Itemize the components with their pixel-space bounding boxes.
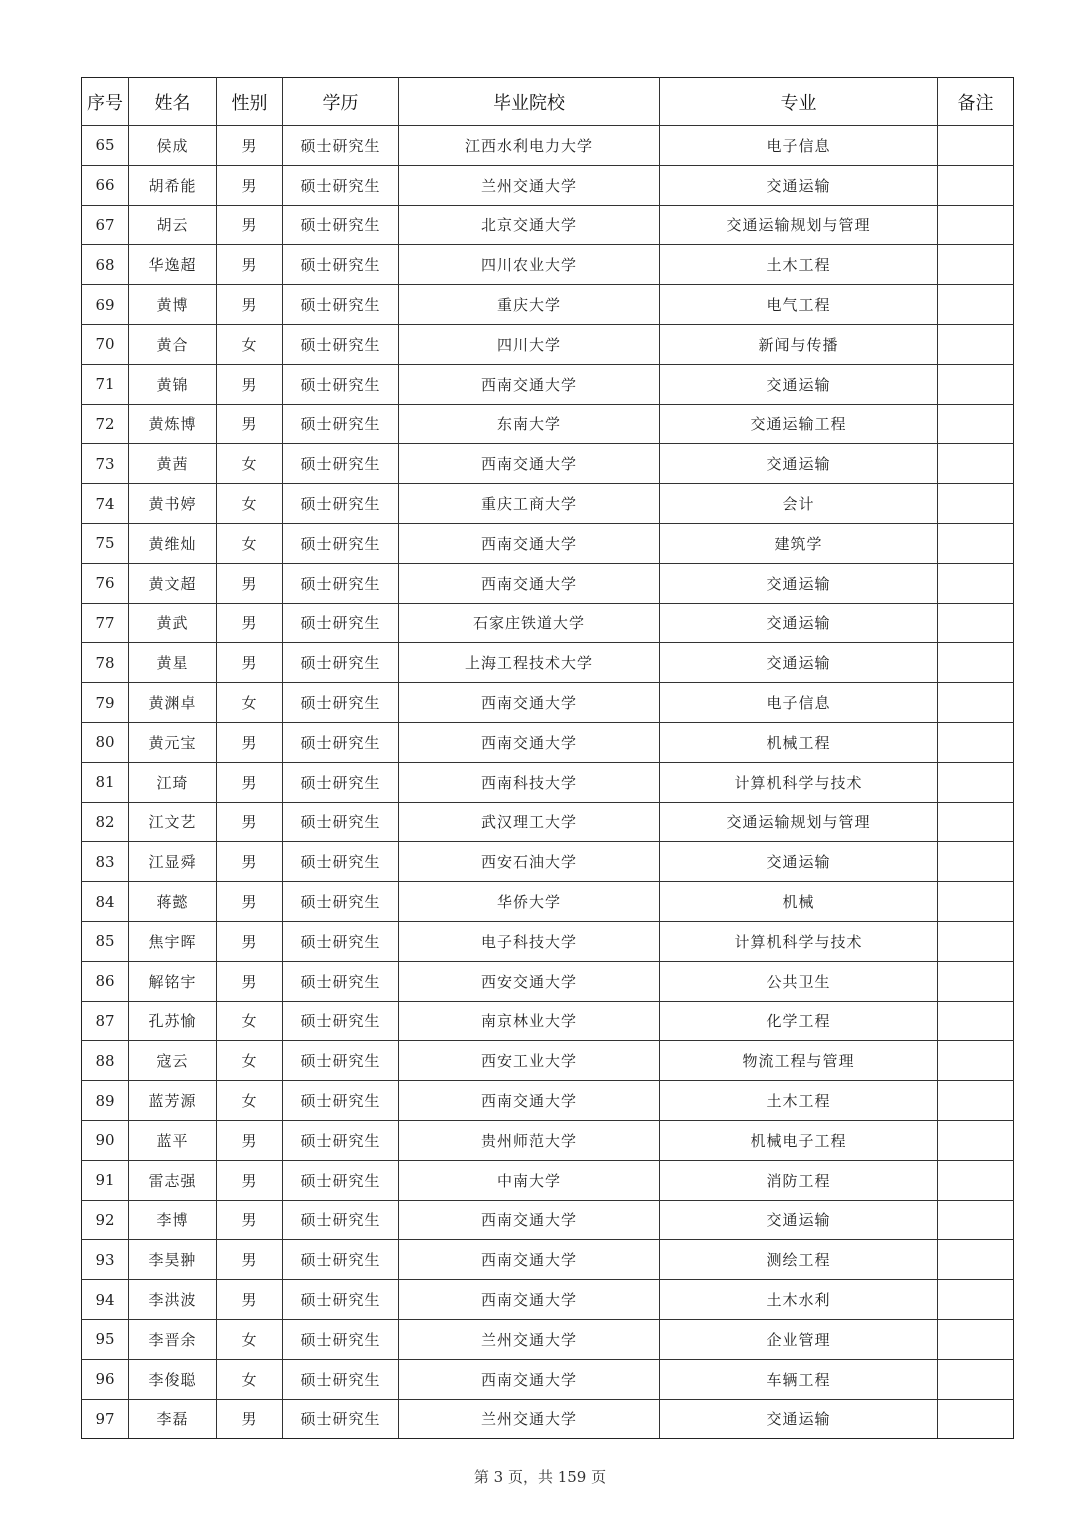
cell-school: 上海工程技术大学 [399, 643, 660, 683]
cell-index: 88 [82, 1041, 129, 1081]
cell-gender: 女 [217, 1081, 283, 1121]
header-gender: 性别 [217, 78, 283, 126]
cell-remark [938, 1399, 1014, 1439]
cell-name: 黄书婷 [129, 484, 217, 524]
cell-remark [938, 285, 1014, 325]
cell-name: 蓝芳源 [129, 1081, 217, 1121]
cell-major: 交通运输 [660, 1200, 938, 1240]
cell-remark [938, 404, 1014, 444]
cell-name: 侯成 [129, 126, 217, 166]
table-row [82, 762, 1014, 802]
table-row [82, 1280, 1014, 1320]
table-row [82, 1319, 1014, 1359]
cell-remark [938, 205, 1014, 245]
cell-index: 89 [82, 1081, 129, 1121]
cell-index: 77 [82, 603, 129, 643]
table-row [82, 523, 1014, 563]
cell-name: 江文艺 [129, 802, 217, 842]
cell-name: 黄文超 [129, 563, 217, 603]
table-row [82, 683, 1014, 723]
cell-index: 95 [82, 1319, 129, 1359]
cell-index: 85 [82, 921, 129, 961]
cell-index: 75 [82, 523, 129, 563]
cell-school: 重庆工商大学 [399, 484, 660, 524]
cell-name: 黄维灿 [129, 523, 217, 563]
table-row [82, 1120, 1014, 1160]
cell-index: 76 [82, 563, 129, 603]
cell-gender: 男 [217, 165, 283, 205]
table-row [82, 643, 1014, 683]
cell-index: 78 [82, 643, 129, 683]
cell-school: 四川农业大学 [399, 245, 660, 285]
cell-degree: 硕士研究生 [283, 683, 399, 723]
cell-remark [938, 643, 1014, 683]
cell-major: 交通运输 [660, 165, 938, 205]
cell-degree: 硕士研究生 [283, 484, 399, 524]
cell-school: 南京林业大学 [399, 1001, 660, 1041]
table-row [82, 882, 1014, 922]
cell-school: 西南交通大学 [399, 1200, 660, 1240]
cell-major: 土木工程 [660, 245, 938, 285]
cell-index: 80 [82, 722, 129, 762]
cell-degree: 硕士研究生 [283, 1001, 399, 1041]
cell-remark [938, 484, 1014, 524]
cell-remark [938, 1200, 1014, 1240]
cell-degree: 硕士研究生 [283, 961, 399, 1001]
cell-index: 84 [82, 882, 129, 922]
cell-school: 西安石油大学 [399, 842, 660, 882]
cell-major: 电子信息 [660, 126, 938, 166]
table-row [82, 921, 1014, 961]
cell-gender: 男 [217, 245, 283, 285]
cell-index: 86 [82, 961, 129, 1001]
cell-degree: 硕士研究生 [283, 165, 399, 205]
cell-gender: 男 [217, 126, 283, 166]
cell-index: 93 [82, 1240, 129, 1280]
table-row [82, 563, 1014, 603]
cell-major: 物流工程与管理 [660, 1041, 938, 1081]
cell-degree: 硕士研究生 [283, 603, 399, 643]
cell-gender: 女 [217, 1001, 283, 1041]
cell-degree: 硕士研究生 [283, 1240, 399, 1280]
cell-major: 公共卫生 [660, 961, 938, 1001]
cell-degree: 硕士研究生 [283, 1041, 399, 1081]
cell-gender: 男 [217, 563, 283, 603]
header-index: 序号 [82, 78, 129, 126]
cell-name: 李昊翀 [129, 1240, 217, 1280]
cell-remark [938, 523, 1014, 563]
cell-index: 83 [82, 842, 129, 882]
cell-index: 71 [82, 364, 129, 404]
cell-school: 西南交通大学 [399, 683, 660, 723]
cell-remark [938, 165, 1014, 205]
cell-remark [938, 1081, 1014, 1121]
cell-gender: 女 [217, 1041, 283, 1081]
table-row [82, 1240, 1014, 1280]
cell-degree: 硕士研究生 [283, 444, 399, 484]
cell-index: 82 [82, 802, 129, 842]
cell-gender: 男 [217, 1200, 283, 1240]
cell-index: 87 [82, 1001, 129, 1041]
cell-gender: 女 [217, 1319, 283, 1359]
table-row [82, 603, 1014, 643]
cell-remark [938, 1160, 1014, 1200]
table-row [82, 484, 1014, 524]
cell-degree: 硕士研究生 [283, 1160, 399, 1200]
cell-major: 交通运输 [660, 842, 938, 882]
cell-school: 华侨大学 [399, 882, 660, 922]
cell-major: 计算机科学与技术 [660, 921, 938, 961]
cell-major: 消防工程 [660, 1160, 938, 1200]
cell-index: 92 [82, 1200, 129, 1240]
cell-degree: 硕士研究生 [283, 762, 399, 802]
cell-name: 李洪波 [129, 1280, 217, 1320]
cell-major: 交通运输规划与管理 [660, 802, 938, 842]
table-row [82, 1041, 1014, 1081]
cell-gender: 女 [217, 444, 283, 484]
cell-gender: 男 [217, 1120, 283, 1160]
cell-remark [938, 802, 1014, 842]
cell-index: 66 [82, 165, 129, 205]
cell-school: 兰州交通大学 [399, 1399, 660, 1439]
cell-remark [938, 1319, 1014, 1359]
cell-degree: 硕士研究生 [283, 205, 399, 245]
table-row [82, 245, 1014, 285]
cell-name: 雷志强 [129, 1160, 217, 1200]
cell-school: 武汉理工大学 [399, 802, 660, 842]
cell-remark [938, 762, 1014, 802]
header-name: 姓名 [129, 78, 217, 126]
cell-name: 解铭宇 [129, 961, 217, 1001]
cell-gender: 女 [217, 683, 283, 723]
cell-degree: 硕士研究生 [283, 1399, 399, 1439]
cell-school: 东南大学 [399, 404, 660, 444]
table-row [82, 722, 1014, 762]
cell-gender: 男 [217, 802, 283, 842]
cell-remark [938, 1240, 1014, 1280]
cell-gender: 男 [217, 1399, 283, 1439]
cell-remark [938, 1120, 1014, 1160]
cell-remark [938, 1001, 1014, 1041]
table-row [82, 961, 1014, 1001]
cell-name: 孔苏愉 [129, 1001, 217, 1041]
cell-remark [938, 722, 1014, 762]
cell-index: 94 [82, 1280, 129, 1320]
cell-name: 蒋懿 [129, 882, 217, 922]
cell-name: 胡云 [129, 205, 217, 245]
cell-school: 西南交通大学 [399, 364, 660, 404]
header-school: 毕业院校 [399, 78, 660, 126]
cell-major: 企业管理 [660, 1319, 938, 1359]
cell-major: 机械工程 [660, 722, 938, 762]
cell-gender: 男 [217, 1160, 283, 1200]
table-row [82, 1359, 1014, 1399]
cell-degree: 硕士研究生 [283, 882, 399, 922]
cell-index: 91 [82, 1160, 129, 1200]
cell-major: 机械 [660, 882, 938, 922]
cell-remark [938, 603, 1014, 643]
cell-school: 西南交通大学 [399, 722, 660, 762]
cell-major: 交通运输 [660, 444, 938, 484]
cell-degree: 硕士研究生 [283, 126, 399, 166]
cell-major: 电气工程 [660, 285, 938, 325]
cell-index: 74 [82, 484, 129, 524]
cell-index: 72 [82, 404, 129, 444]
cell-degree: 硕士研究生 [283, 523, 399, 563]
cell-major: 车辆工程 [660, 1359, 938, 1399]
cell-index: 97 [82, 1399, 129, 1439]
cell-name: 李晋余 [129, 1319, 217, 1359]
table-row [82, 1001, 1014, 1041]
cell-index: 65 [82, 126, 129, 166]
cell-degree: 硕士研究生 [283, 1081, 399, 1121]
cell-degree: 硕士研究生 [283, 404, 399, 444]
cell-major: 计算机科学与技术 [660, 762, 938, 802]
cell-remark [938, 961, 1014, 1001]
cell-school: 西南交通大学 [399, 563, 660, 603]
cell-major: 新闻与传播 [660, 324, 938, 364]
cell-major: 土木工程 [660, 1081, 938, 1121]
cell-index: 90 [82, 1120, 129, 1160]
cell-degree: 硕士研究生 [283, 563, 399, 603]
cell-index: 69 [82, 285, 129, 325]
cell-school: 兰州交通大学 [399, 165, 660, 205]
cell-gender: 男 [217, 842, 283, 882]
table-row [82, 165, 1014, 205]
cell-name: 蓝平 [129, 1120, 217, 1160]
cell-degree: 硕士研究生 [283, 842, 399, 882]
table-row [82, 285, 1014, 325]
cell-school: 西南交通大学 [399, 523, 660, 563]
cell-gender: 男 [217, 603, 283, 643]
cell-index: 73 [82, 444, 129, 484]
cell-gender: 男 [217, 364, 283, 404]
cell-school: 重庆大学 [399, 285, 660, 325]
cell-remark [938, 1041, 1014, 1081]
cell-index: 67 [82, 205, 129, 245]
cell-name: 江琦 [129, 762, 217, 802]
table-row [82, 1081, 1014, 1121]
cell-remark [938, 563, 1014, 603]
cell-school: 西安工业大学 [399, 1041, 660, 1081]
cell-school: 西南科技大学 [399, 762, 660, 802]
cell-name: 李博 [129, 1200, 217, 1240]
cell-name: 黄元宝 [129, 722, 217, 762]
table-row [82, 842, 1014, 882]
cell-remark [938, 245, 1014, 285]
cell-remark [938, 842, 1014, 882]
cell-name: 黄星 [129, 643, 217, 683]
cell-name: 黄炼博 [129, 404, 217, 444]
cell-name: 黄武 [129, 603, 217, 643]
cell-school: 西南交通大学 [399, 1081, 660, 1121]
cell-gender: 女 [217, 1359, 283, 1399]
table-row [82, 364, 1014, 404]
cell-gender: 男 [217, 205, 283, 245]
header-major: 专业 [660, 78, 938, 126]
cell-degree: 硕士研究生 [283, 1200, 399, 1240]
cell-major: 交通运输规划与管理 [660, 205, 938, 245]
table-row [82, 205, 1014, 245]
cell-degree: 硕士研究生 [283, 722, 399, 762]
cell-school: 北京交通大学 [399, 205, 660, 245]
cell-gender: 女 [217, 484, 283, 524]
cell-gender: 男 [217, 961, 283, 1001]
cell-name: 黄茜 [129, 444, 217, 484]
cell-degree: 硕士研究生 [283, 324, 399, 364]
cell-name: 黄渊卓 [129, 683, 217, 723]
cell-gender: 男 [217, 285, 283, 325]
cell-degree: 硕士研究生 [283, 1319, 399, 1359]
cell-gender: 男 [217, 404, 283, 444]
cell-degree: 硕士研究生 [283, 921, 399, 961]
cell-major: 交通运输 [660, 1399, 938, 1439]
table-row [82, 324, 1014, 364]
cell-degree: 硕士研究生 [283, 1359, 399, 1399]
cell-name: 胡希能 [129, 165, 217, 205]
cell-index: 79 [82, 683, 129, 723]
cell-remark [938, 126, 1014, 166]
cell-remark [938, 364, 1014, 404]
personnel-table [81, 77, 1014, 1439]
cell-gender: 男 [217, 722, 283, 762]
cell-name: 黄合 [129, 324, 217, 364]
cell-school: 西安交通大学 [399, 961, 660, 1001]
cell-index: 68 [82, 245, 129, 285]
cell-major: 交通运输 [660, 563, 938, 603]
cell-remark [938, 1359, 1014, 1399]
cell-degree: 硕士研究生 [283, 1280, 399, 1320]
cell-school: 电子科技大学 [399, 921, 660, 961]
cell-major: 建筑学 [660, 523, 938, 563]
table-row [82, 444, 1014, 484]
cell-degree: 硕士研究生 [283, 802, 399, 842]
header-remark: 备注 [938, 78, 1014, 126]
cell-school: 兰州交通大学 [399, 1319, 660, 1359]
cell-gender: 女 [217, 523, 283, 563]
cell-remark [938, 444, 1014, 484]
page-number: 第 3 页，共 159 页 [473, 1468, 607, 1486]
cell-gender: 女 [217, 324, 283, 364]
header-degree: 学历 [283, 78, 399, 126]
cell-major: 机械电子工程 [660, 1120, 938, 1160]
cell-degree: 硕士研究生 [283, 364, 399, 404]
cell-school: 西南交通大学 [399, 1359, 660, 1399]
cell-school: 西南交通大学 [399, 444, 660, 484]
cell-school: 中南大学 [399, 1160, 660, 1200]
cell-gender: 男 [217, 1240, 283, 1280]
cell-gender: 男 [217, 1280, 283, 1320]
cell-remark [938, 683, 1014, 723]
table-header-row [82, 78, 1014, 126]
cell-major: 电子信息 [660, 683, 938, 723]
cell-major: 化学工程 [660, 1001, 938, 1041]
cell-major: 测绘工程 [660, 1240, 938, 1280]
cell-gender: 男 [217, 762, 283, 802]
table-row [82, 802, 1014, 842]
cell-school: 江西水利电力大学 [399, 126, 660, 166]
cell-major: 交通运输 [660, 603, 938, 643]
cell-gender: 男 [217, 643, 283, 683]
cell-major: 交通运输 [660, 643, 938, 683]
cell-remark [938, 882, 1014, 922]
cell-degree: 硕士研究生 [283, 1120, 399, 1160]
cell-remark [938, 921, 1014, 961]
table-row [82, 1160, 1014, 1200]
cell-degree: 硕士研究生 [283, 285, 399, 325]
cell-school: 西南交通大学 [399, 1240, 660, 1280]
table-body [82, 126, 1014, 1439]
cell-name: 黄博 [129, 285, 217, 325]
cell-degree: 硕士研究生 [283, 643, 399, 683]
cell-major: 交通运输工程 [660, 404, 938, 444]
table-row [82, 126, 1014, 166]
cell-index: 96 [82, 1359, 129, 1399]
table-row [82, 404, 1014, 444]
cell-school: 石家庄铁道大学 [399, 603, 660, 643]
cell-name: 华逸超 [129, 245, 217, 285]
cell-gender: 男 [217, 921, 283, 961]
cell-index: 70 [82, 324, 129, 364]
cell-major: 土木水利 [660, 1280, 938, 1320]
cell-name: 江显舜 [129, 842, 217, 882]
cell-remark [938, 1280, 1014, 1320]
cell-school: 西南交通大学 [399, 1280, 660, 1320]
cell-school: 贵州师范大学 [399, 1120, 660, 1160]
cell-name: 焦宇晖 [129, 921, 217, 961]
cell-remark [938, 324, 1014, 364]
cell-major: 会计 [660, 484, 938, 524]
cell-major: 交通运输 [660, 364, 938, 404]
cell-school: 四川大学 [399, 324, 660, 364]
cell-name: 寇云 [129, 1041, 217, 1081]
cell-name: 李俊聪 [129, 1359, 217, 1399]
cell-degree: 硕士研究生 [283, 245, 399, 285]
cell-index: 81 [82, 762, 129, 802]
cell-name: 黄锦 [129, 364, 217, 404]
cell-name: 李磊 [129, 1399, 217, 1439]
cell-gender: 男 [217, 882, 283, 922]
table-row [82, 1200, 1014, 1240]
table-row [82, 1399, 1014, 1439]
